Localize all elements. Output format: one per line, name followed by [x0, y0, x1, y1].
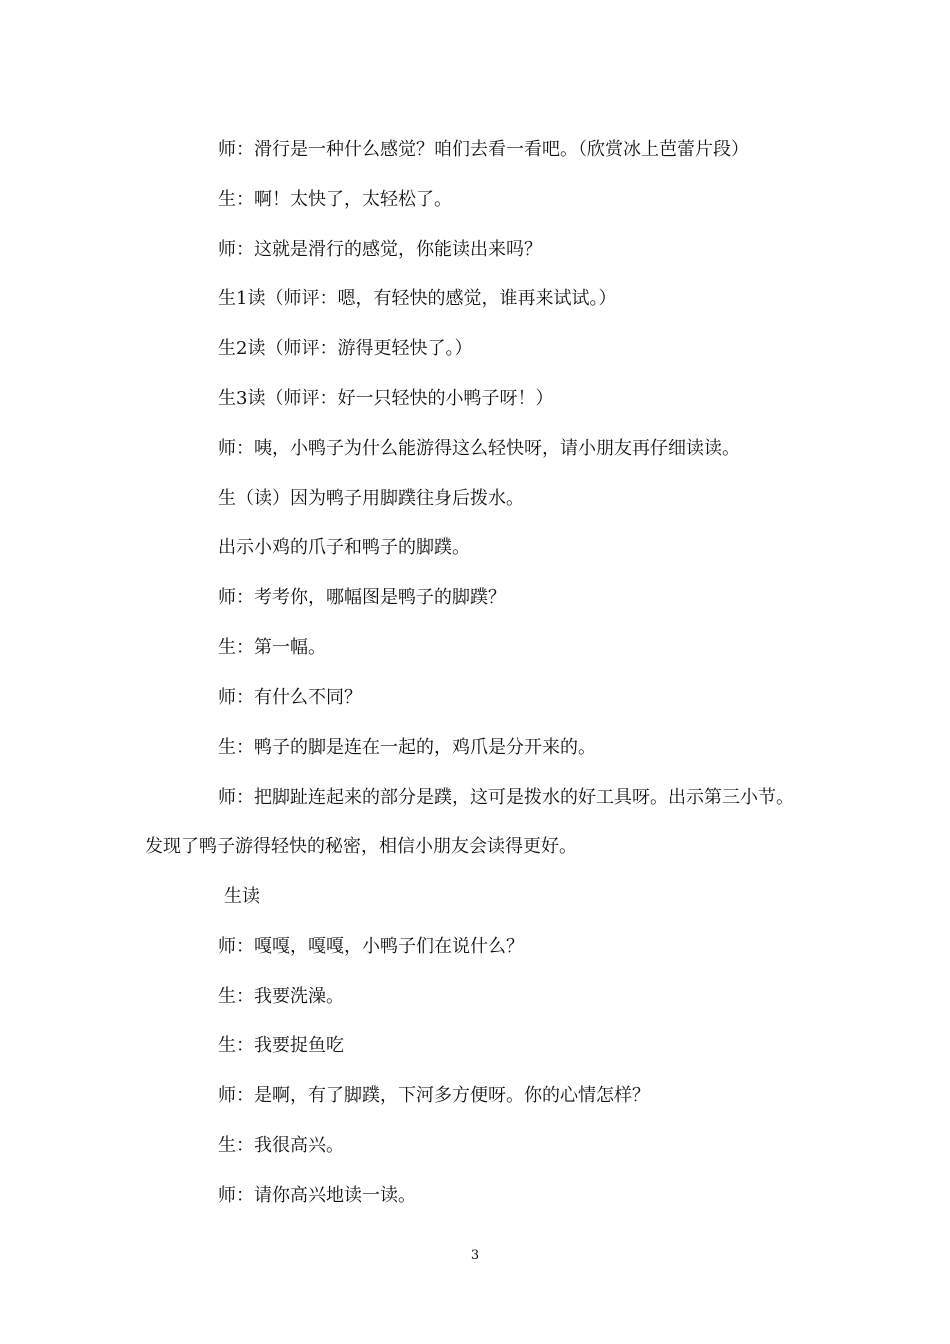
paragraph-17: 生：我要洗澡。: [218, 986, 344, 1007]
paragraph-11: 生：第一幅。: [218, 637, 326, 658]
paragraph-13: 生：鸭子的脚是连在一起的，鸡爪是分开来的。: [218, 737, 596, 758]
paragraph-4: 生1读（师评：嗯，有轻快的感觉，谁再来试试。）: [218, 288, 617, 309]
paragraph-16: 师：嘎嘎，嘎嘎，小鸭子们在说什么？: [218, 936, 524, 957]
paragraph-14: 师：把脚趾连起来的部分是蹼，这可是拨水的好工具呀。出示第三小节。: [218, 787, 794, 808]
paragraph-15: 生读: [224, 886, 260, 907]
paragraph-8: 生（读）因为鸭子用脚蹼往身后拨水。: [218, 488, 524, 509]
paragraph-1: 师：滑行是一种什么感觉？咱们去看一看吧。（欣赏冰上芭蕾片段）: [218, 139, 749, 160]
paragraph-9: 出示小鸡的爪子和鸭子的脚蹼。: [218, 537, 470, 558]
paragraph-14-continuation: 发现了鸭子游得轻快的秘密，相信小朋友会读得更好。: [145, 836, 577, 857]
paragraph-6: 生3读（师评：好一只轻快的小鸭子呀！）: [218, 388, 554, 409]
paragraph-19: 师：是啊，有了脚蹼，下河多方便呀。你的心情怎样？: [218, 1085, 650, 1106]
paragraph-7: 师：咦，小鸭子为什么能游得这么轻快呀，请小朋友再仔细读读。: [218, 438, 740, 459]
paragraph-2: 生：啊！太快了，太轻松了。: [218, 189, 452, 210]
paragraph-20: 生：我很高兴。: [218, 1135, 344, 1156]
paragraph-3: 师：这就是滑行的感觉，你能读出来吗？: [218, 239, 542, 260]
paragraph-21: 师：请你高兴地读一读。: [218, 1185, 416, 1206]
paragraph-5: 生2读（师评：游得更轻快了。）: [218, 338, 473, 359]
paragraph-18: 生：我要捉鱼吃: [218, 1035, 344, 1056]
paragraph-10: 师：考考你，哪幅图是鸭子的脚蹼？: [218, 587, 506, 608]
page-number: 3: [470, 1248, 480, 1263]
paragraph-12: 师：有什么不同？: [218, 687, 362, 708]
